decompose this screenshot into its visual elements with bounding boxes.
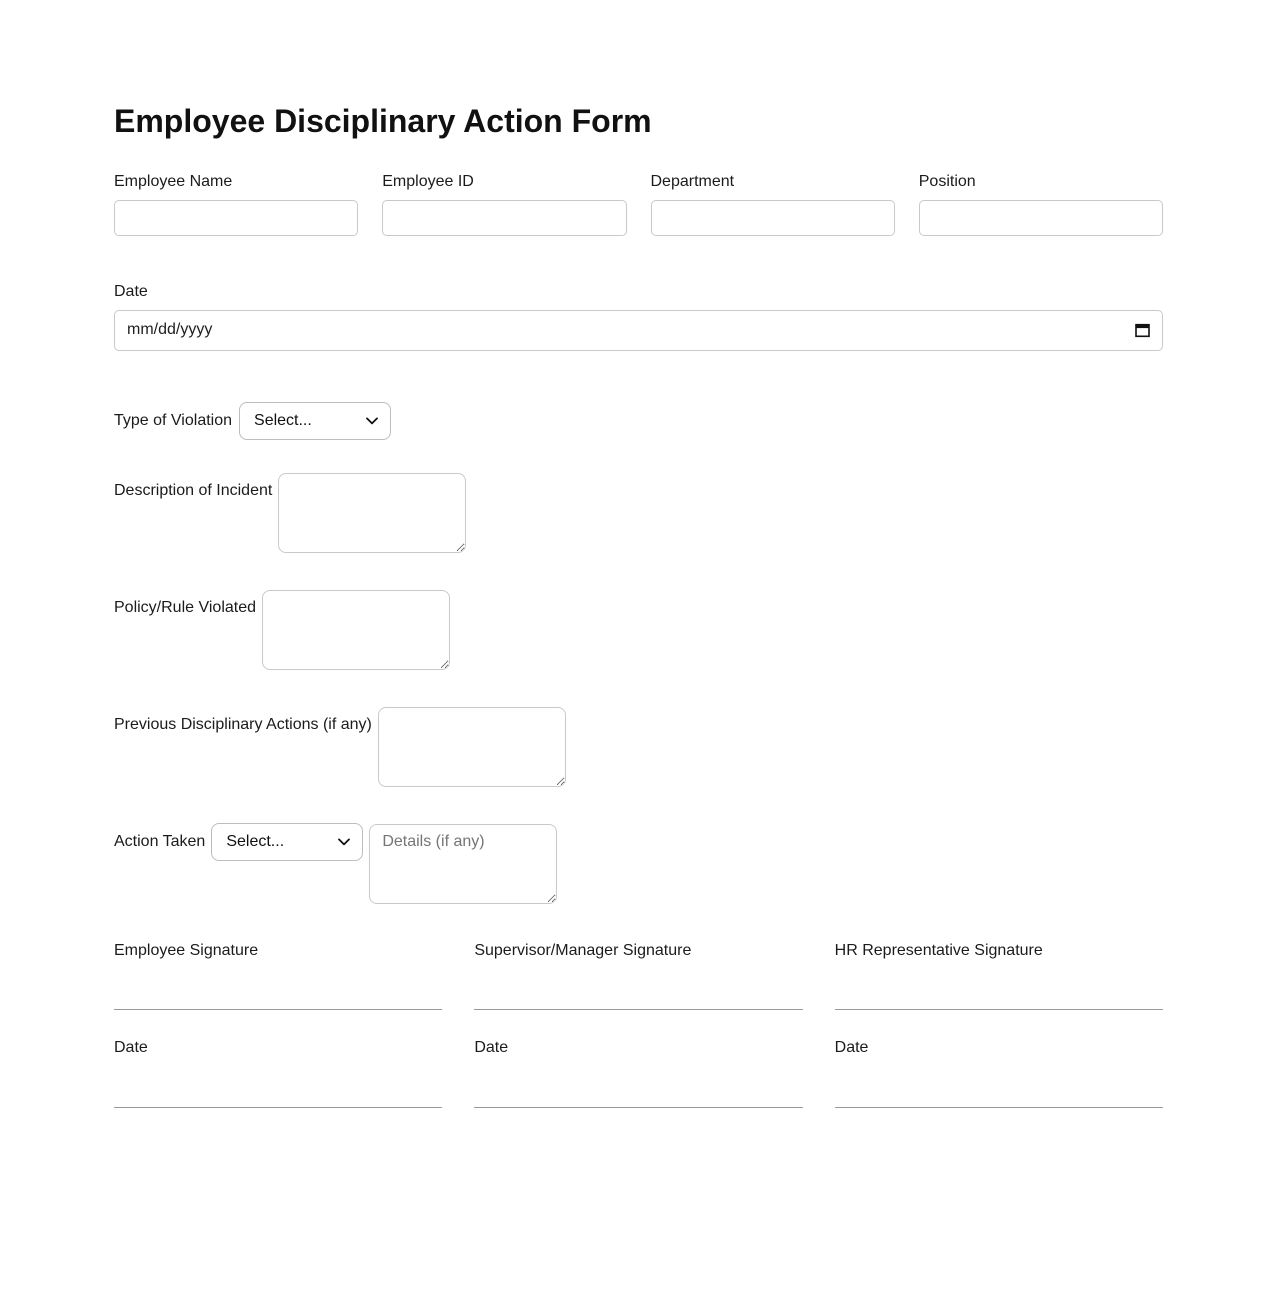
supervisor-signature-line [474, 1009, 802, 1010]
employee-signature-date-line [114, 1107, 442, 1108]
employee-name-label: Employee Name [114, 172, 233, 190]
type-of-violation-label: Type of Violation [114, 412, 233, 430]
hr-signature-column [835, 941, 1163, 1107]
department-input[interactable] [651, 200, 895, 236]
employee-info-row [114, 172, 1163, 236]
hr-signature-date-line [835, 1107, 1163, 1108]
employee-signature-line [114, 1009, 442, 1010]
policy-rule-violated-row [114, 590, 1163, 670]
action-taken-row [114, 823, 1163, 905]
type-of-violation-select-wrapper [239, 402, 391, 440]
employee-signature-date-label: Date [114, 1038, 148, 1056]
supervisor-signature-column [474, 941, 802, 1107]
calendar-icon[interactable] [1134, 322, 1151, 339]
employee-id-label: Employee ID [382, 172, 474, 190]
supervisor-signature-date-line [474, 1107, 802, 1108]
department-label: Department [650, 172, 735, 190]
supervisor-signature-label: Supervisor/Manager Signature [474, 942, 692, 960]
previous-disciplinary-actions-label: Previous Disciplinary Actions (if any) [114, 715, 372, 733]
date-input[interactable] [114, 310, 1163, 351]
employee-name-input[interactable] [114, 200, 358, 236]
employee-id-input[interactable] [382, 200, 626, 236]
action-taken-select-wrapper [211, 823, 363, 861]
employee-signature-label: Employee Signature [114, 942, 259, 960]
action-taken-select[interactable] [211, 823, 363, 861]
signature-section [114, 941, 1163, 1107]
previous-disciplinary-actions-row [114, 707, 1163, 787]
policy-rule-violated-textarea[interactable] [262, 590, 450, 670]
previous-disciplinary-actions-textarea[interactable] [378, 707, 566, 787]
hr-signature-label: HR Representative Signature [834, 942, 1043, 960]
type-of-violation-row [114, 402, 1163, 440]
description-of-incident-row [114, 473, 1163, 553]
disciplinary-form-page [114, 0, 1163, 1288]
hr-signature-date-label: Date [834, 1038, 869, 1056]
supervisor-signature-date-label: Date [474, 1038, 509, 1056]
action-taken-label: Action Taken [114, 833, 206, 851]
description-of-incident-label: Description of Incident [114, 481, 273, 499]
position-input[interactable] [919, 200, 1163, 236]
date-field [114, 282, 1163, 351]
date-input-wrapper [114, 310, 1163, 351]
employee-name-field [114, 172, 358, 236]
position-label: Position [918, 172, 976, 190]
page-title: Employee Disciplinary Action Form [114, 103, 652, 139]
position-field [919, 172, 1163, 236]
hr-signature-line [835, 1009, 1163, 1010]
employee-id-field [382, 172, 626, 236]
date-label: Date [114, 282, 148, 300]
type-of-violation-select[interactable] [239, 402, 391, 440]
policy-rule-violated-label: Policy/Rule Violated [114, 598, 257, 616]
action-taken-details-textarea[interactable] [369, 824, 557, 904]
employee-signature-column [114, 941, 442, 1107]
description-of-incident-textarea[interactable] [278, 473, 466, 553]
department-field [651, 172, 895, 236]
